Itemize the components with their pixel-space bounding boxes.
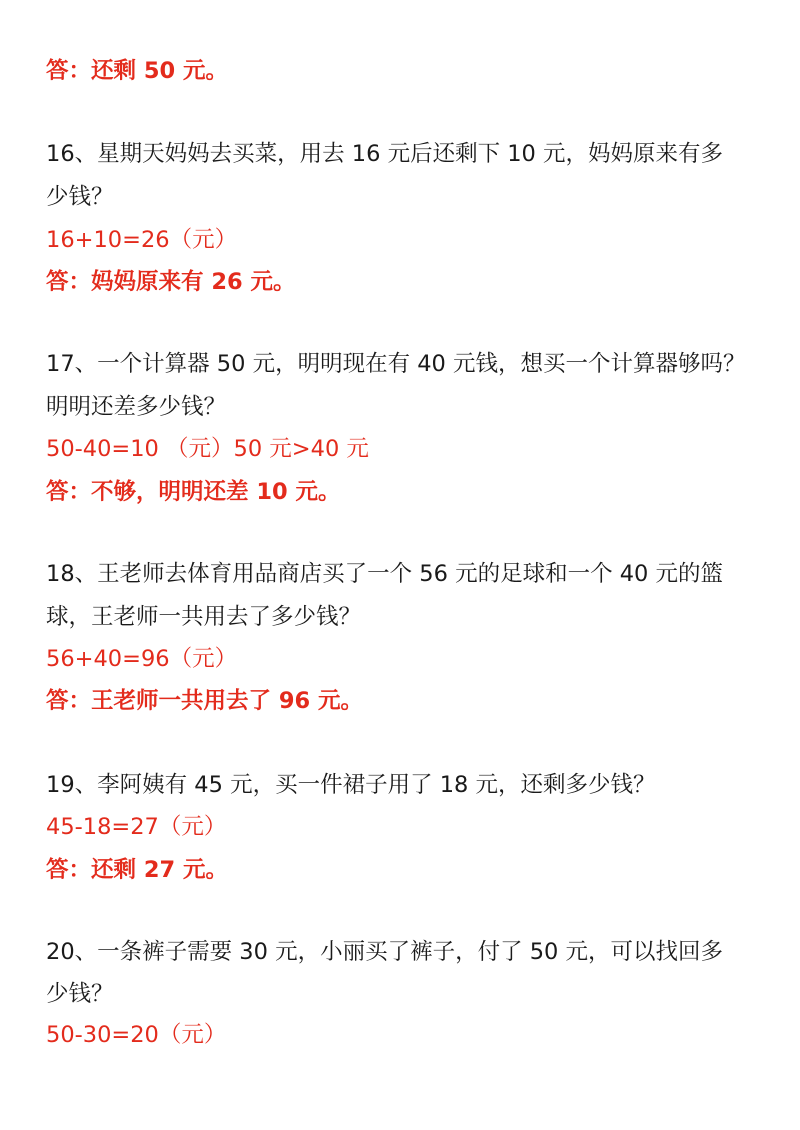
question-line: 16、星期天妈妈去买菜，用去 16 元后还剩下 10 元，妈妈原来有多	[46, 141, 724, 167]
question-line: 19、李阿姨有 45 元，买一件裙子用了 18 元，还剩多少钱？	[46, 772, 656, 798]
work-line: 50-30=20（元）	[46, 1022, 227, 1048]
work-line: 50-40=10 （元）50 元>40 元	[46, 436, 369, 462]
answer-line: 答：王老师一共用去了 96 元。	[46, 688, 363, 714]
work-line: 56+40=96（元）	[46, 646, 238, 672]
question-line: 18、王老师去体育用品商店买了一个 56 元的足球和一个 40 元的篮	[46, 561, 724, 587]
question-line: 少钱？	[46, 184, 114, 210]
question-line: 20、一条裤子需要 30 元，小丽买了裤子，付了 50 元，可以找回多	[46, 939, 724, 965]
question-line: 明明还差多少钱？	[46, 394, 227, 420]
answer-line: 答：还剩 27 元。	[46, 857, 228, 883]
work-line: 16+10=26（元）	[46, 227, 238, 253]
answer-line: 答：不够，明明还差 10 元。	[46, 479, 341, 505]
question-line: 少钱？	[46, 981, 114, 1007]
question-line: 17、一个计算器 50 元，明明现在有 40 元钱，想买一个计算器够吗？	[46, 351, 746, 377]
answer-line: 答：还剩 50 元。	[46, 58, 228, 84]
answer-line: 答：妈妈原来有 26 元。	[46, 269, 296, 295]
work-line: 45-18=27（元）	[46, 814, 227, 840]
question-line: 球，王老师一共用去了多少钱？	[46, 604, 362, 630]
